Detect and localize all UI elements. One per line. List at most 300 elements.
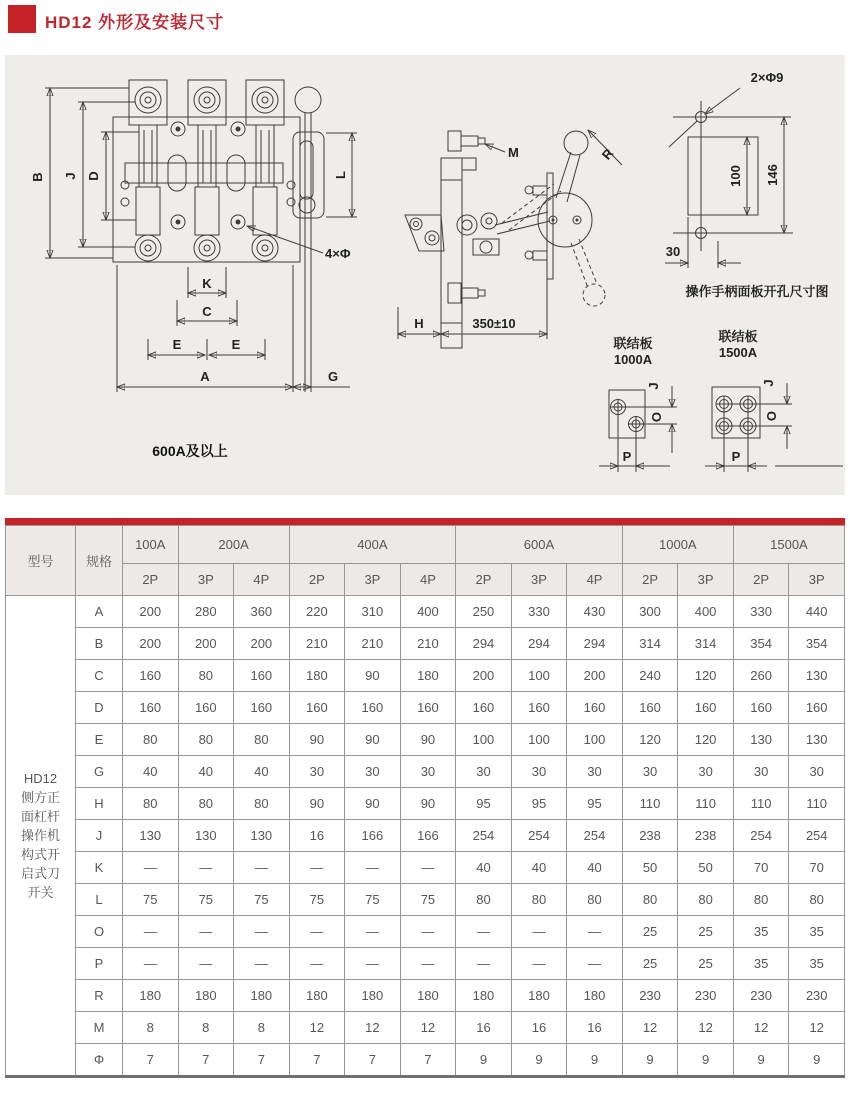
table-row	[6, 916, 845, 948]
row-label-H: H	[76, 788, 123, 820]
cutout-holes-note: 2×Φ9	[750, 70, 784, 85]
dim-label-100: 100	[728, 165, 743, 187]
dim-value-cell: —	[456, 948, 512, 980]
plate1500-rating: 1500A	[718, 345, 758, 360]
col-subheader: 2P	[456, 564, 512, 596]
row-label-O: O	[76, 916, 123, 948]
model-name-line: 构式开	[20, 847, 60, 862]
dim-value-cell: 9	[511, 1044, 567, 1077]
dim-value-cell: 160	[123, 692, 179, 724]
dim-value-cell: 120	[678, 724, 734, 756]
dim-value-cell: —	[456, 916, 512, 948]
dim-value-cell: 160	[234, 660, 290, 692]
dim-value-cell: 130	[789, 724, 845, 756]
dim-value-cell: 200	[234, 628, 290, 660]
row-label-B: B	[76, 628, 123, 660]
dim-value-cell: 30	[456, 756, 512, 788]
dim-value-cell: 35	[789, 948, 845, 980]
dim-value-cell: 95	[511, 788, 567, 820]
dim-value-cell: 200	[567, 660, 623, 692]
dim-value-cell: —	[234, 916, 290, 948]
col-subheader: 4P	[567, 564, 623, 596]
dim-value-cell: 80	[178, 724, 234, 756]
dim-value-cell: 30	[622, 756, 678, 788]
dim-value-cell: 180	[567, 980, 623, 1012]
dim-value-cell: —	[400, 948, 456, 980]
dim-value-cell: 200	[123, 628, 179, 660]
dim-value-cell: 254	[511, 820, 567, 852]
col-subheader: 4P	[234, 564, 290, 596]
col-subheader: 3P	[789, 564, 845, 596]
dim-value-cell: 25	[678, 916, 734, 948]
dim-value-cell: 95	[456, 788, 512, 820]
dim-value-cell: 130	[178, 820, 234, 852]
dim-value-cell: 80	[178, 788, 234, 820]
dim-value-cell: 238	[678, 820, 734, 852]
table-row	[6, 1012, 845, 1044]
dim-value-cell: 80	[234, 788, 290, 820]
dim-value-cell: 400	[400, 596, 456, 628]
dim-value-cell: —	[123, 916, 179, 948]
table-row	[6, 756, 845, 788]
dim-value-cell: —	[511, 948, 567, 980]
page-header	[0, 0, 850, 48]
plate1000-rating: 1000A	[613, 352, 653, 367]
dim-value-cell: 250	[456, 596, 512, 628]
dim-value-cell: 95	[567, 788, 623, 820]
dim-value-cell: 180	[234, 980, 290, 1012]
plate1000-dim-p: P	[622, 449, 632, 464]
dim-value-cell: 180	[123, 980, 179, 1012]
model-name-line: HD12	[23, 771, 58, 786]
dim-value-cell: 40	[178, 756, 234, 788]
dim-value-cell: 180	[178, 980, 234, 1012]
model-name-line: 操作机	[20, 828, 60, 843]
dim-value-cell: 30	[511, 756, 567, 788]
dim-value-cell: 160	[622, 692, 678, 724]
dim-value-cell: —	[123, 852, 179, 884]
dim-value-cell: 90	[345, 724, 401, 756]
dim-value-cell: —	[345, 948, 401, 980]
dim-value-cell: 35	[789, 916, 845, 948]
dim-value-cell: 80	[234, 724, 290, 756]
side-view-drawing	[398, 130, 622, 348]
dim-value-cell: 254	[733, 820, 789, 852]
dim-value-cell: 160	[289, 692, 345, 724]
dim-value-cell: 210	[400, 628, 456, 660]
holes-note: 4×Φ	[325, 246, 351, 261]
dim-value-cell: 30	[733, 756, 789, 788]
dim-value-cell: 254	[456, 820, 512, 852]
dim-value-cell: 25	[678, 948, 734, 980]
dim-value-cell: 240	[622, 660, 678, 692]
dim-value-cell: 260	[733, 660, 789, 692]
dim-value-cell: —	[511, 916, 567, 948]
row-label-E: E	[76, 724, 123, 756]
dim-value-cell: 230	[789, 980, 845, 1012]
dim-value-cell: 30	[289, 756, 345, 788]
dim-value-cell: 9	[789, 1044, 845, 1077]
dim-value-cell: 12	[789, 1012, 845, 1044]
dim-value-cell: 166	[400, 820, 456, 852]
dim-value-cell: —	[567, 948, 623, 980]
plate1000-dim-o: O	[649, 411, 664, 423]
dim-value-cell: 75	[345, 884, 401, 916]
row-label-G: G	[76, 756, 123, 788]
row-label-L: L	[76, 884, 123, 916]
plate1500-dim-j: J	[761, 379, 776, 387]
dim-value-cell: 160	[234, 692, 290, 724]
col-subheader: 3P	[345, 564, 401, 596]
mounting-plate	[441, 158, 462, 348]
dim-value-cell: 120	[622, 724, 678, 756]
col-subheader: 4P	[400, 564, 456, 596]
row-label-J: J	[76, 820, 123, 852]
dim-value-cell: 9	[622, 1044, 678, 1077]
table-row	[6, 884, 845, 916]
dim-value-cell: 16	[289, 820, 345, 852]
dim-value-cell: 90	[345, 788, 401, 820]
dim-value-cell: 254	[567, 820, 623, 852]
dim-value-cell: 430	[567, 596, 623, 628]
table-row	[6, 1044, 845, 1077]
dim-value-cell: 12	[733, 1012, 789, 1044]
dim-value-cell: 180	[289, 660, 345, 692]
dim-value-cell: 294	[511, 628, 567, 660]
table-top-accent	[5, 518, 845, 525]
dim-label-30: 30	[665, 244, 681, 259]
dim-value-cell: 160	[345, 692, 401, 724]
table-head	[6, 526, 845, 596]
dim-value-cell: 110	[622, 788, 678, 820]
dim-label-m: M	[508, 145, 519, 160]
dim-value-cell: 180	[345, 980, 401, 1012]
dim-label-h: H	[414, 316, 424, 331]
dim-value-cell: 160	[733, 692, 789, 724]
col-header-model: 型号	[6, 526, 76, 596]
table-row	[6, 948, 845, 980]
dim-value-cell: —	[289, 852, 345, 884]
dim-value-cell: 330	[511, 596, 567, 628]
table-row	[6, 660, 845, 692]
dim-value-cell: 40	[456, 852, 512, 884]
dim-value-cell: —	[123, 948, 179, 980]
dimensions-table	[5, 525, 845, 1078]
row-label-R: R	[76, 980, 123, 1012]
dim-value-cell: —	[289, 948, 345, 980]
dim-value-cell: 100	[456, 724, 512, 756]
dim-value-cell: 314	[678, 628, 734, 660]
page-title: HD12 外形及安装尺寸	[45, 13, 225, 32]
dim-value-cell: —	[345, 916, 401, 948]
dim-value-cell: 130	[234, 820, 290, 852]
dim-value-cell: 8	[234, 1012, 290, 1044]
dim-label-l: L	[333, 171, 348, 179]
dim-value-cell: 80	[178, 660, 234, 692]
dim-value-cell: 130	[123, 820, 179, 852]
dim-value-cell: 30	[678, 756, 734, 788]
dim-value-cell: 12	[400, 1012, 456, 1044]
dim-value-cell: 300	[622, 596, 678, 628]
dim-value-cell: 254	[789, 820, 845, 852]
dim-value-cell: 100	[511, 724, 567, 756]
dim-value-cell: 90	[400, 788, 456, 820]
dim-value-cell: 70	[789, 852, 845, 884]
dim-value-cell: 12	[622, 1012, 678, 1044]
dim-value-cell: 80	[622, 884, 678, 916]
col-subheader: 3P	[511, 564, 567, 596]
dim-value-cell: 110	[733, 788, 789, 820]
dim-value-cell: 12	[678, 1012, 734, 1044]
col-subheader: 2P	[622, 564, 678, 596]
dim-value-cell: 440	[789, 596, 845, 628]
row-label-A: A	[76, 596, 123, 628]
dim-value-cell: 12	[345, 1012, 401, 1044]
col-subheader: 3P	[178, 564, 234, 596]
dim-value-cell: 40	[234, 756, 290, 788]
dim-value-cell: 354	[789, 628, 845, 660]
dim-value-cell: 16	[456, 1012, 512, 1044]
dim-value-cell: 50	[622, 852, 678, 884]
dim-value-cell: 70	[733, 852, 789, 884]
dim-value-cell: 9	[567, 1044, 623, 1077]
dim-value-cell: 230	[622, 980, 678, 1012]
dim-label-a: A	[200, 369, 210, 384]
row-label-Φ: Φ	[76, 1044, 123, 1077]
dim-value-cell: 75	[178, 884, 234, 916]
col-group-100A: 100A	[123, 526, 179, 564]
dim-value-cell: 330	[733, 596, 789, 628]
col-subheader: 2P	[123, 564, 179, 596]
dim-value-cell: 16	[511, 1012, 567, 1044]
dim-value-cell: 90	[345, 660, 401, 692]
dim-value-cell: 7	[123, 1044, 179, 1077]
dim-value-cell: 8	[123, 1012, 179, 1044]
plate1500-dim-o: O	[764, 410, 779, 422]
col-group-200A: 200A	[178, 526, 289, 564]
dim-value-cell: 7	[178, 1044, 234, 1077]
dim-value-cell: 130	[789, 660, 845, 692]
dim-label-146: 146	[765, 164, 780, 186]
dim-value-cell: 160	[789, 692, 845, 724]
dim-value-cell: 80	[123, 788, 179, 820]
dim-value-cell: 160	[178, 692, 234, 724]
dim-value-cell: 8	[178, 1012, 234, 1044]
technical-drawings	[5, 55, 845, 495]
dim-value-cell: 220	[289, 596, 345, 628]
dim-value-cell: 180	[400, 980, 456, 1012]
dim-value-cell: 110	[789, 788, 845, 820]
col-group-1500A: 1500A	[733, 526, 844, 564]
dim-value-cell: —	[345, 852, 401, 884]
dim-value-cell: —	[400, 852, 456, 884]
dim-value-cell: —	[178, 852, 234, 884]
dim-value-cell: —	[234, 852, 290, 884]
table-row	[6, 596, 845, 628]
dim-value-cell: 16	[567, 1012, 623, 1044]
dim-value-cell: 238	[622, 820, 678, 852]
row-label-D: D	[76, 692, 123, 724]
dim-label-e2: E	[231, 337, 241, 352]
dim-value-cell: 7	[345, 1044, 401, 1077]
dim-value-cell: 35	[733, 948, 789, 980]
model-name-line: 侧方正	[20, 790, 60, 805]
col-subheader: 3P	[678, 564, 734, 596]
dim-value-cell: 80	[123, 724, 179, 756]
dim-value-cell: 80	[733, 884, 789, 916]
dim-value-cell: 80	[567, 884, 623, 916]
dim-value-cell: 160	[123, 660, 179, 692]
dim-value-cell: —	[400, 916, 456, 948]
dim-value-cell: 7	[234, 1044, 290, 1077]
dim-value-cell: 9	[733, 1044, 789, 1077]
dim-label-e1: E	[172, 337, 182, 352]
drawings-panel	[5, 55, 845, 495]
dim-value-cell: 110	[678, 788, 734, 820]
col-group-400A: 400A	[289, 526, 456, 564]
dim-value-cell: 294	[456, 628, 512, 660]
model-name-cell	[6, 596, 76, 1077]
dim-value-cell: 200	[456, 660, 512, 692]
dim-value-cell: 90	[289, 788, 345, 820]
dim-value-cell: 80	[678, 884, 734, 916]
dim-value-cell: 12	[289, 1012, 345, 1044]
dim-value-cell: 160	[567, 692, 623, 724]
front-view-caption: 600A及以上	[152, 443, 228, 459]
dim-value-cell: 400	[678, 596, 734, 628]
dim-value-cell: 160	[678, 692, 734, 724]
table-row	[6, 852, 845, 884]
table-row	[6, 980, 845, 1012]
col-subheader: 2P	[733, 564, 789, 596]
dim-value-cell: 90	[400, 724, 456, 756]
model-name-line: 开关	[27, 885, 54, 900]
dim-value-cell: 25	[622, 916, 678, 948]
row-label-K: K	[76, 852, 123, 884]
link-plate-1500a-drawing	[705, 329, 843, 472]
dim-value-cell: 230	[678, 980, 734, 1012]
dim-value-cell: 40	[567, 852, 623, 884]
dim-value-cell: 160	[456, 692, 512, 724]
dim-value-cell: 30	[789, 756, 845, 788]
col-header-spec: 规格	[76, 526, 123, 596]
dim-value-cell: 360	[234, 596, 290, 628]
plate1500-dim-p: P	[731, 449, 741, 464]
dim-value-cell: 310	[345, 596, 401, 628]
dim-value-cell: 180	[289, 980, 345, 1012]
dim-value-cell: 230	[733, 980, 789, 1012]
plate1500-caption: 联结板	[718, 329, 758, 344]
dim-value-cell: —	[289, 916, 345, 948]
dim-value-cell: 130	[733, 724, 789, 756]
dim-value-cell: —	[178, 916, 234, 948]
dim-value-cell: 30	[567, 756, 623, 788]
front-view-drawing	[30, 80, 357, 459]
link-plate-1000a-drawing	[599, 336, 677, 472]
col-group-1000A: 1000A	[622, 526, 733, 564]
dim-label-g: G	[327, 369, 339, 384]
dim-value-cell: 80	[456, 884, 512, 916]
dim-value-cell: 75	[400, 884, 456, 916]
dim-value-cell: 180	[511, 980, 567, 1012]
dim-value-cell: —	[234, 948, 290, 980]
plate1000-dim-j: J	[646, 382, 661, 390]
model-name-line: 面杠杆	[20, 809, 60, 824]
dim-value-cell: —	[567, 916, 623, 948]
dim-value-cell: 180	[400, 660, 456, 692]
dim-value-cell: 30	[345, 756, 401, 788]
dim-value-cell: 25	[622, 948, 678, 980]
handle-pivot-disc	[538, 193, 592, 247]
row-label-P: P	[76, 948, 123, 980]
dim-value-cell: 354	[733, 628, 789, 660]
model-name-line: 启式刀	[20, 866, 60, 881]
dim-value-cell: 50	[678, 852, 734, 884]
dim-value-cell: 40	[511, 852, 567, 884]
row-label-C: C	[76, 660, 123, 692]
dim-value-cell: 7	[289, 1044, 345, 1077]
dim-value-cell: 80	[511, 884, 567, 916]
dim-value-cell: 100	[567, 724, 623, 756]
table-row	[6, 692, 845, 724]
table-row	[6, 724, 845, 756]
dim-value-cell: 75	[289, 884, 345, 916]
col-subheader: 2P	[289, 564, 345, 596]
dim-label-c: C	[202, 304, 212, 319]
dim-value-cell: 9	[678, 1044, 734, 1077]
dim-value-cell: 200	[178, 628, 234, 660]
dim-value-cell: 180	[456, 980, 512, 1012]
dim-value-cell: 30	[400, 756, 456, 788]
cutout-caption: 操作手柄面板开孔尺寸图	[685, 284, 829, 299]
dim-value-cell: 80	[789, 884, 845, 916]
table-row	[6, 820, 845, 852]
dim-value-cell: 160	[400, 692, 456, 724]
section-marker-icon	[8, 5, 36, 33]
dim-value-cell: 35	[733, 916, 789, 948]
table-row	[6, 788, 845, 820]
dim-label-d: D	[86, 171, 101, 181]
dim-value-cell: 200	[123, 596, 179, 628]
dim-value-cell: 9	[456, 1044, 512, 1077]
dim-value-cell: 210	[289, 628, 345, 660]
dim-value-cell: 294	[567, 628, 623, 660]
dim-value-cell: 280	[178, 596, 234, 628]
dim-label-k: K	[202, 276, 212, 291]
dim-label-r: R	[598, 145, 617, 163]
dim-label-350: 350±10	[472, 316, 516, 331]
dim-value-cell: 7	[400, 1044, 456, 1077]
dim-value-cell: 75	[234, 884, 290, 916]
dim-value-cell: —	[178, 948, 234, 980]
plate1000-caption: 联结板	[613, 336, 653, 351]
dim-value-cell: 160	[511, 692, 567, 724]
dim-value-cell: 314	[622, 628, 678, 660]
handle-knob	[295, 87, 321, 113]
dim-value-cell: 90	[289, 724, 345, 756]
dim-value-cell: 210	[345, 628, 401, 660]
dim-value-cell: 75	[123, 884, 179, 916]
dim-label-b: B	[30, 172, 45, 182]
dim-value-cell: 120	[678, 660, 734, 692]
table-row	[6, 628, 845, 660]
dim-label-j: J	[63, 172, 78, 180]
dim-value-cell: 100	[511, 660, 567, 692]
dim-value-cell: 40	[123, 756, 179, 788]
row-label-M: M	[76, 1012, 123, 1044]
col-group-600A: 600A	[456, 526, 623, 564]
panel-cutout-drawing	[665, 70, 829, 299]
